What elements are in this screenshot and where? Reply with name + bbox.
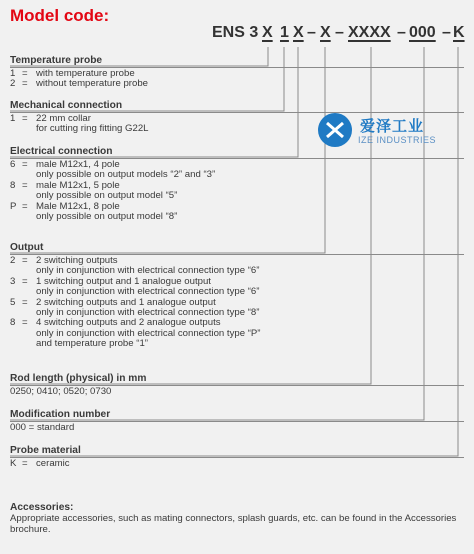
section-heading: Mechanical connection [10, 100, 464, 113]
code-output: X [320, 24, 331, 41]
code-electrical-connection: X [293, 24, 304, 41]
section-heading: Electrical connection [10, 146, 464, 159]
logo-text-cn: 爱泽工业 [360, 117, 425, 135]
list-item: 1 = 22 mm collar [10, 113, 91, 124]
section-accessories [10, 502, 464, 535]
list-item: 5 = 2 switching outputs and 1 analogue output [10, 296, 216, 308]
accessories-heading: Accessories: [10, 502, 74, 513]
code-modification: 000 [409, 24, 436, 41]
code-rod-length: XXXX [348, 24, 391, 41]
code-dash: – [335, 24, 344, 41]
section-heading: Probe material [10, 445, 464, 458]
code-dash: – [397, 24, 406, 41]
accessories-text: Appropriate accessories, such as mating connectors, splash guards, etc. can be found in the Accessories brochure. [10, 513, 457, 535]
section-heading: Rod length (physical) in mm [10, 373, 464, 386]
page-title: Model code: [10, 6, 110, 25]
section-probe-material [10, 445, 464, 469]
section-rod-length [10, 373, 464, 397]
list-item: 1 = with temperature probe [10, 68, 135, 79]
list-item: 2 = without temperature probe [10, 78, 148, 90]
code-mechanical-connection: 1 [280, 24, 289, 41]
list-item: 8 = male M12x1, 5 pole [10, 179, 120, 191]
section-heading: Temperature probe [10, 55, 464, 68]
section-modification [10, 409, 464, 433]
section-mechanical-connection: Mechanical connection 1 = 22 mm collar for cutting ring fitting G22L [10, 100, 464, 135]
section-electrical-connection: Electrical connection 6 = male M12x1, 4 pole only possible on output models “2” and “3” 8 = male M12x1, 5 pole only possible on output model “5” P = Male M12x1, 8 pole only possible on output model “8” [10, 146, 464, 222]
section-temperature-probe [10, 55, 464, 90]
modification-value: 000 = standard [10, 422, 75, 433]
list-item: 3 = 1 switching output and 1 analogue output [10, 275, 211, 287]
section-heading: Modification number [10, 409, 464, 422]
section-heading: Output [10, 242, 464, 255]
logo-text-en: IZE INDUSTRIES [358, 135, 437, 145]
list-item: 6 = male M12x1, 4 pole [10, 159, 120, 170]
list-item: K = ceramic [10, 458, 70, 469]
code-dash: – [442, 24, 451, 41]
list-item: 2 = 2 switching outputs [10, 255, 118, 266]
code-prefix: ENS 3 [212, 24, 259, 41]
list-item: 8 = 4 switching outputs and 2 analogue outputs [10, 317, 221, 329]
list-item: P = Male M12x1, 8 pole [10, 200, 120, 212]
code-temperature-probe: X [262, 24, 273, 41]
rod-length-values: 0250; 0410; 0520; 0730 [10, 386, 112, 397]
code-probe-material: K [453, 24, 465, 41]
code-dash: – [307, 24, 316, 41]
section-output: Output 2 = 2 switching outputs only in conjunction with electrical connection type “6” 3 = 1 switching output and 1 analogue output only in conjunction with electrical connection type “6” 5 = 2 switching outputs and 1 analogue output only in conjunction with electrical connection type “8” 8 = 4 switching outputs and 2 analogue outputs only in conjunction with electrical connection type “P” and temperature probe “1” [10, 242, 464, 350]
